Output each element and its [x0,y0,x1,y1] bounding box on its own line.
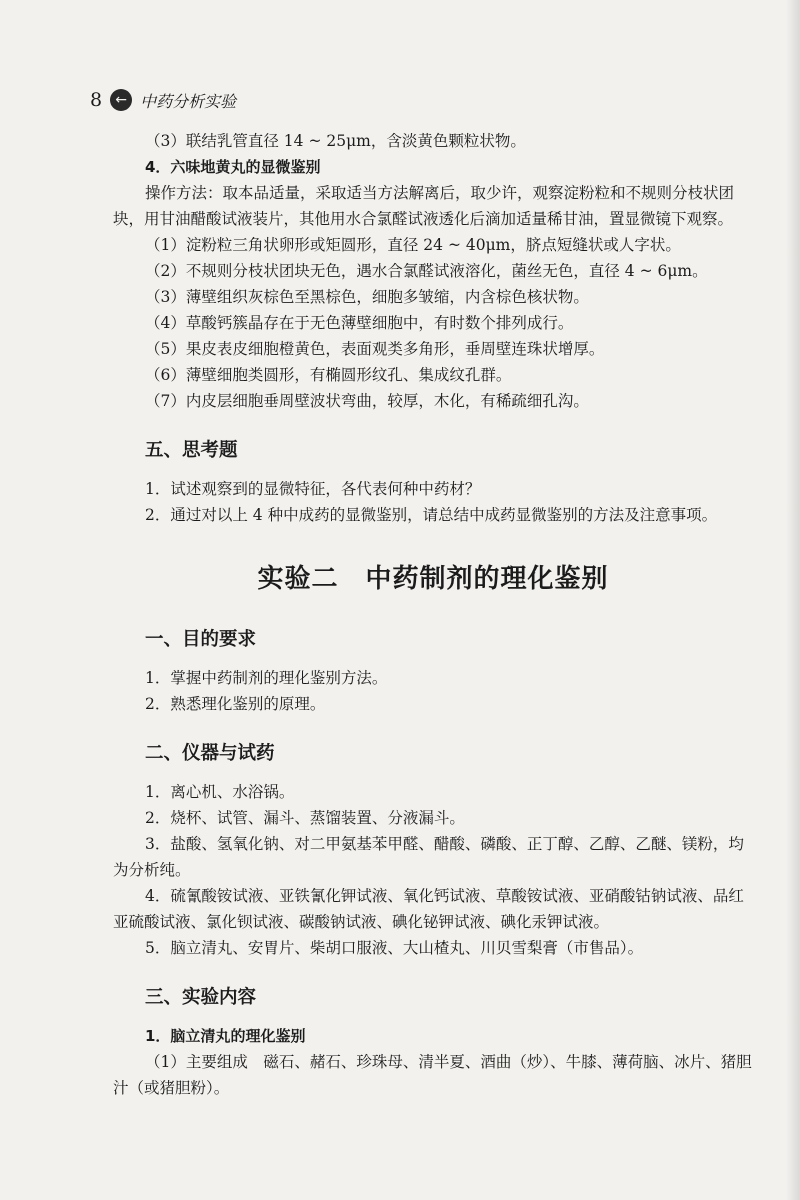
list-item: （7）内皮层细胞垂周壁波状弯曲，较厚，木化，有稀疏细孔沟。 [145,392,589,410]
list-item: 3．盐酸、氢氧化钠、对二甲氨基苯甲醛、醋酸、磷酸、正丁醇、乙醇、乙醚、镁粉，均为分析纯。 [113,835,744,879]
heading-naoliqing-physicochemical: 1．脑立清丸的理化鉴别 [145,1027,306,1045]
page-edge-shadow [786,0,800,1200]
section-title-instruments: 二、仪器与试药 [145,743,275,764]
chapter-title: 实验二 中药制剂的理化鉴别 [257,564,609,594]
section-title-questions: 五、思考题 [145,440,238,461]
list-item: 2．熟悉理化鉴别的原理。 [145,695,326,713]
list-item: （1）主要组成 磁石、赭石、珍珠母、清半夏、酒曲（炒）、牛膝、薄荷脑、冰片、猪胆汁（或猪胆粉）。 [113,1053,752,1097]
page-body [113,128,753,1101]
section-title-content: 三、实验内容 [145,987,257,1008]
paragraph-operation-method: 操作方法：取本品适量，采取适当方法解离后，取少许，观察淀粉粒和不规则分枝状团块，用甘油醋酸试液装片，其他用水合氯醛试液透化后滴加适量稀甘油，置显微镜下观察。 [113,184,735,228]
paragraph-connecting-duct: （3）联结乳管直径 14 ~ 25μm，含淡黄色颗粒状物。 [145,132,526,150]
page-number: 8 [90,89,103,111]
list-item: （5）果皮表皮细胞橙黄色，表面观类多角形，垂周壁连珠状增厚。 [145,340,605,358]
list-item: 1．试述观察到的显微特征，各代表何种中药材？ [145,480,481,498]
list-item: （4）草酸钙簇晶存在于无色薄壁细胞中，有时数个排列成行。 [145,314,574,332]
list-item: （1）淀粉粒三角状卵形或矩圆形，直径 24 ~ 40μm，脐点短缝状或人字状。 [145,236,681,254]
heading-liuwei-dihuang-microscopic: 4．六味地黄丸的显微鉴别 [145,158,321,176]
book-title: 中药分析实验 [140,91,237,111]
running-header [90,86,236,114]
list-item: 5．脑立清丸、安胃片、柴胡口服液、大山楂丸、川贝雪梨膏（市售品）。 [145,939,644,957]
list-item: 1．离心机、水浴锅。 [145,783,295,801]
list-item: 2．通过对以上 4 种中成药的显微鉴别，请总结中成药显微鉴别的方法及注意事项。 [145,506,718,524]
list-item: 1．掌握中药制剂的理化鉴别方法。 [145,669,388,687]
list-item: （3）薄壁组织灰棕色至黑棕色，细胞多皱缩，内含棕色核状物。 [145,288,589,306]
list-item: （2）不规则分枝状团块无色，遇水合氯醛试液溶化，菌丝无色，直径 4 ~ 6μm。 [145,262,708,280]
list-item: （6）薄壁细胞类圆形，有椭圆形纹孔、集成纹孔群。 [145,366,512,384]
list-item: 2．烧杯、试管、漏斗、蒸馏装置、分液漏斗。 [145,809,465,827]
section-title-objectives: 一、目的要求 [145,629,257,650]
back-arrow-icon: ← [110,89,132,111]
list-item: 4．硫氰酸铵试液、亚铁氰化钾试液、氧化钙试液、草酸铵试液、亚硝酸钴钠试液、品红亚硫酸试液、氯化钡试液、碳酸钠试液、碘化铋钾试液、碘化汞钾试液。 [113,887,744,931]
